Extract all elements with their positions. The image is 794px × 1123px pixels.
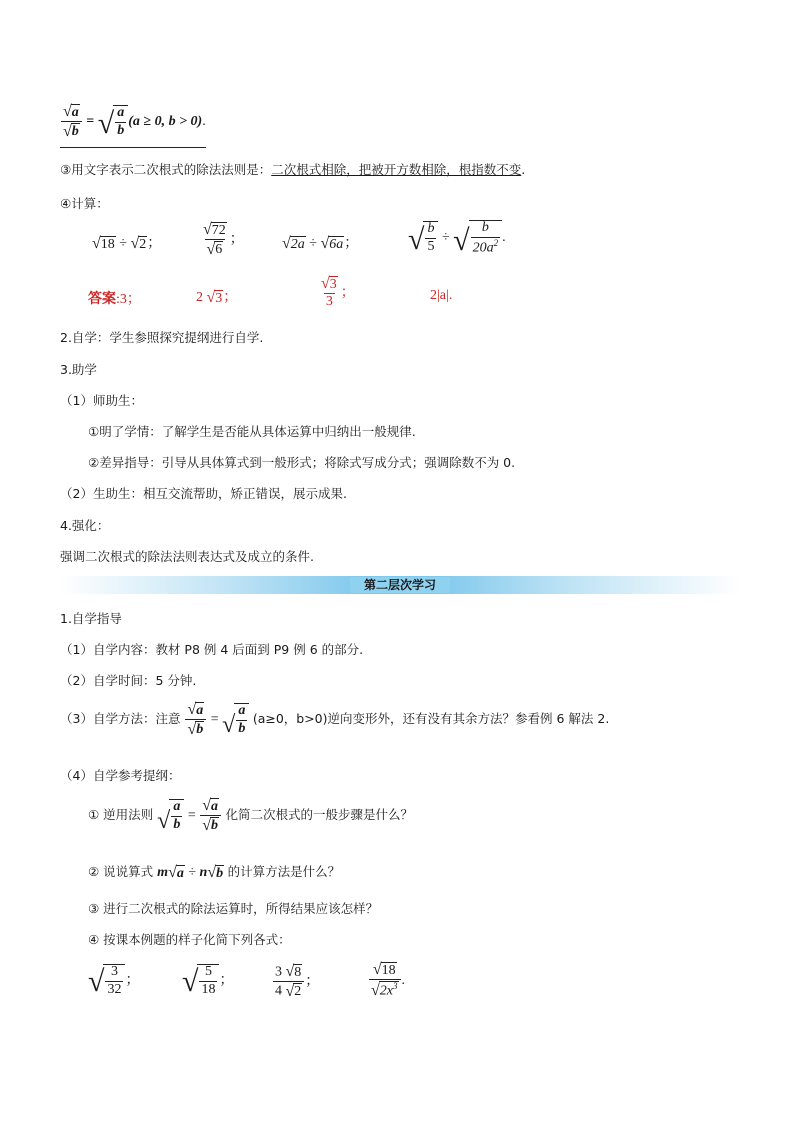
- formula-rhs-num: a: [117, 105, 125, 121]
- division-formula: √ a √ b = √ $\frac{a}{b}$ (a ≥ 0, b > 0).: [63, 103, 206, 140]
- answer-1: 答案:3；: [88, 291, 141, 307]
- guide-method: （3）自学方法：注意 √ a √ b = √ $\frac{a}{b}$ (a≥0，b>0)逆向变形外，还有没有其余方法？参看例 6 解法 2.: [60, 701, 610, 738]
- item3-prefix: ③用文字表示二次根式的除法法则是：: [60, 162, 272, 177]
- answer-4: 2|a|.: [430, 288, 453, 303]
- section-3-1: （1）师助生：: [60, 393, 143, 408]
- exercise-4: √ 18 √ $2x^3$ .: [371, 961, 405, 1000]
- guide-outline: （4）自学参考提纲：: [60, 768, 181, 783]
- section-2: 2.自学：学生参照探究提纲进行自学.: [60, 330, 264, 345]
- section-3-1b: ②差异指导：引导从具体算式到一般形式；将除式写成分式；强调除数不为 0.: [88, 455, 516, 470]
- question-4: ④ 按课本例题的样子化简下列各式：: [88, 932, 291, 947]
- item3-line: [60, 160, 525, 178]
- answer-3: √ 3 3 ；: [321, 275, 355, 310]
- question-2: ② 说说算式 m √ a ÷ n √ b 的计算方法是什么？: [88, 863, 341, 881]
- question-1: ① 逆用法则 √ $\frac{a}{b}$ = √ a √ b 化简二次根式的一般步骤是什么？: [88, 797, 414, 834]
- item3-tail: .: [521, 162, 526, 177]
- guide-title: 1.自学指导: [60, 611, 122, 626]
- banner-label: 第二层次学习: [350, 577, 450, 593]
- formula-lhs-num: a: [71, 105, 79, 120]
- item4-title: ④计算：: [60, 196, 109, 211]
- exercise-2: √ $\frac{5}{18}$ ；: [182, 964, 234, 999]
- exercise-3: 3 √ 8 4 √ 2 ；: [275, 963, 320, 1000]
- exercise-1: √ $\frac{3}{32}$ ；: [88, 964, 140, 999]
- calc-expr-4: √ $\frac{b}{5}$ ÷ √ $\frac{b}{20a^2}$ .: [408, 220, 506, 258]
- formula-rhs-den: b: [117, 122, 125, 138]
- formula-condition: (a ≥ 0, b > 0): [128, 114, 203, 130]
- answer-2: 2 √ 3 ；: [196, 288, 238, 306]
- formula-rule-line: [60, 147, 206, 148]
- formula-lhs-den: b: [71, 124, 79, 140]
- guide-time: （2）自学时间：5 分钟.: [60, 673, 197, 688]
- division-rule-text: 二次根式相除，把被开方数相除，根指数不变: [271, 162, 522, 177]
- section-3-1a: ①明了学情：了解学生是否能从具体运算中归纳出一般规律.: [88, 424, 416, 439]
- section-3-2: （2）生助生：相互交流帮助，矫正错误，展示成果.: [60, 486, 347, 501]
- calc-expr-3: √ 2a ÷ √ 6a ；: [282, 234, 359, 252]
- section-3: 3.助学: [60, 362, 97, 377]
- question-3: ③ 进行二次根式的除法运算时，所得结果应该怎样？: [88, 901, 379, 916]
- section-4-text: 强调二次根式的除法法则表达式及成立的条件.: [60, 549, 314, 564]
- guide-content: （1）自学内容：教材 P8 例 4 后面到 P9 例 6 的部分.: [60, 642, 364, 657]
- answer-label: 答案: [88, 291, 116, 307]
- section-4: 4.强化：: [60, 518, 110, 533]
- calc-expr-2: √ 72 √ 6 ；: [203, 221, 244, 258]
- calc-expr-1: √ 18 ÷ √ 2 ；: [92, 234, 162, 252]
- formula-tail: .: [202, 114, 206, 130]
